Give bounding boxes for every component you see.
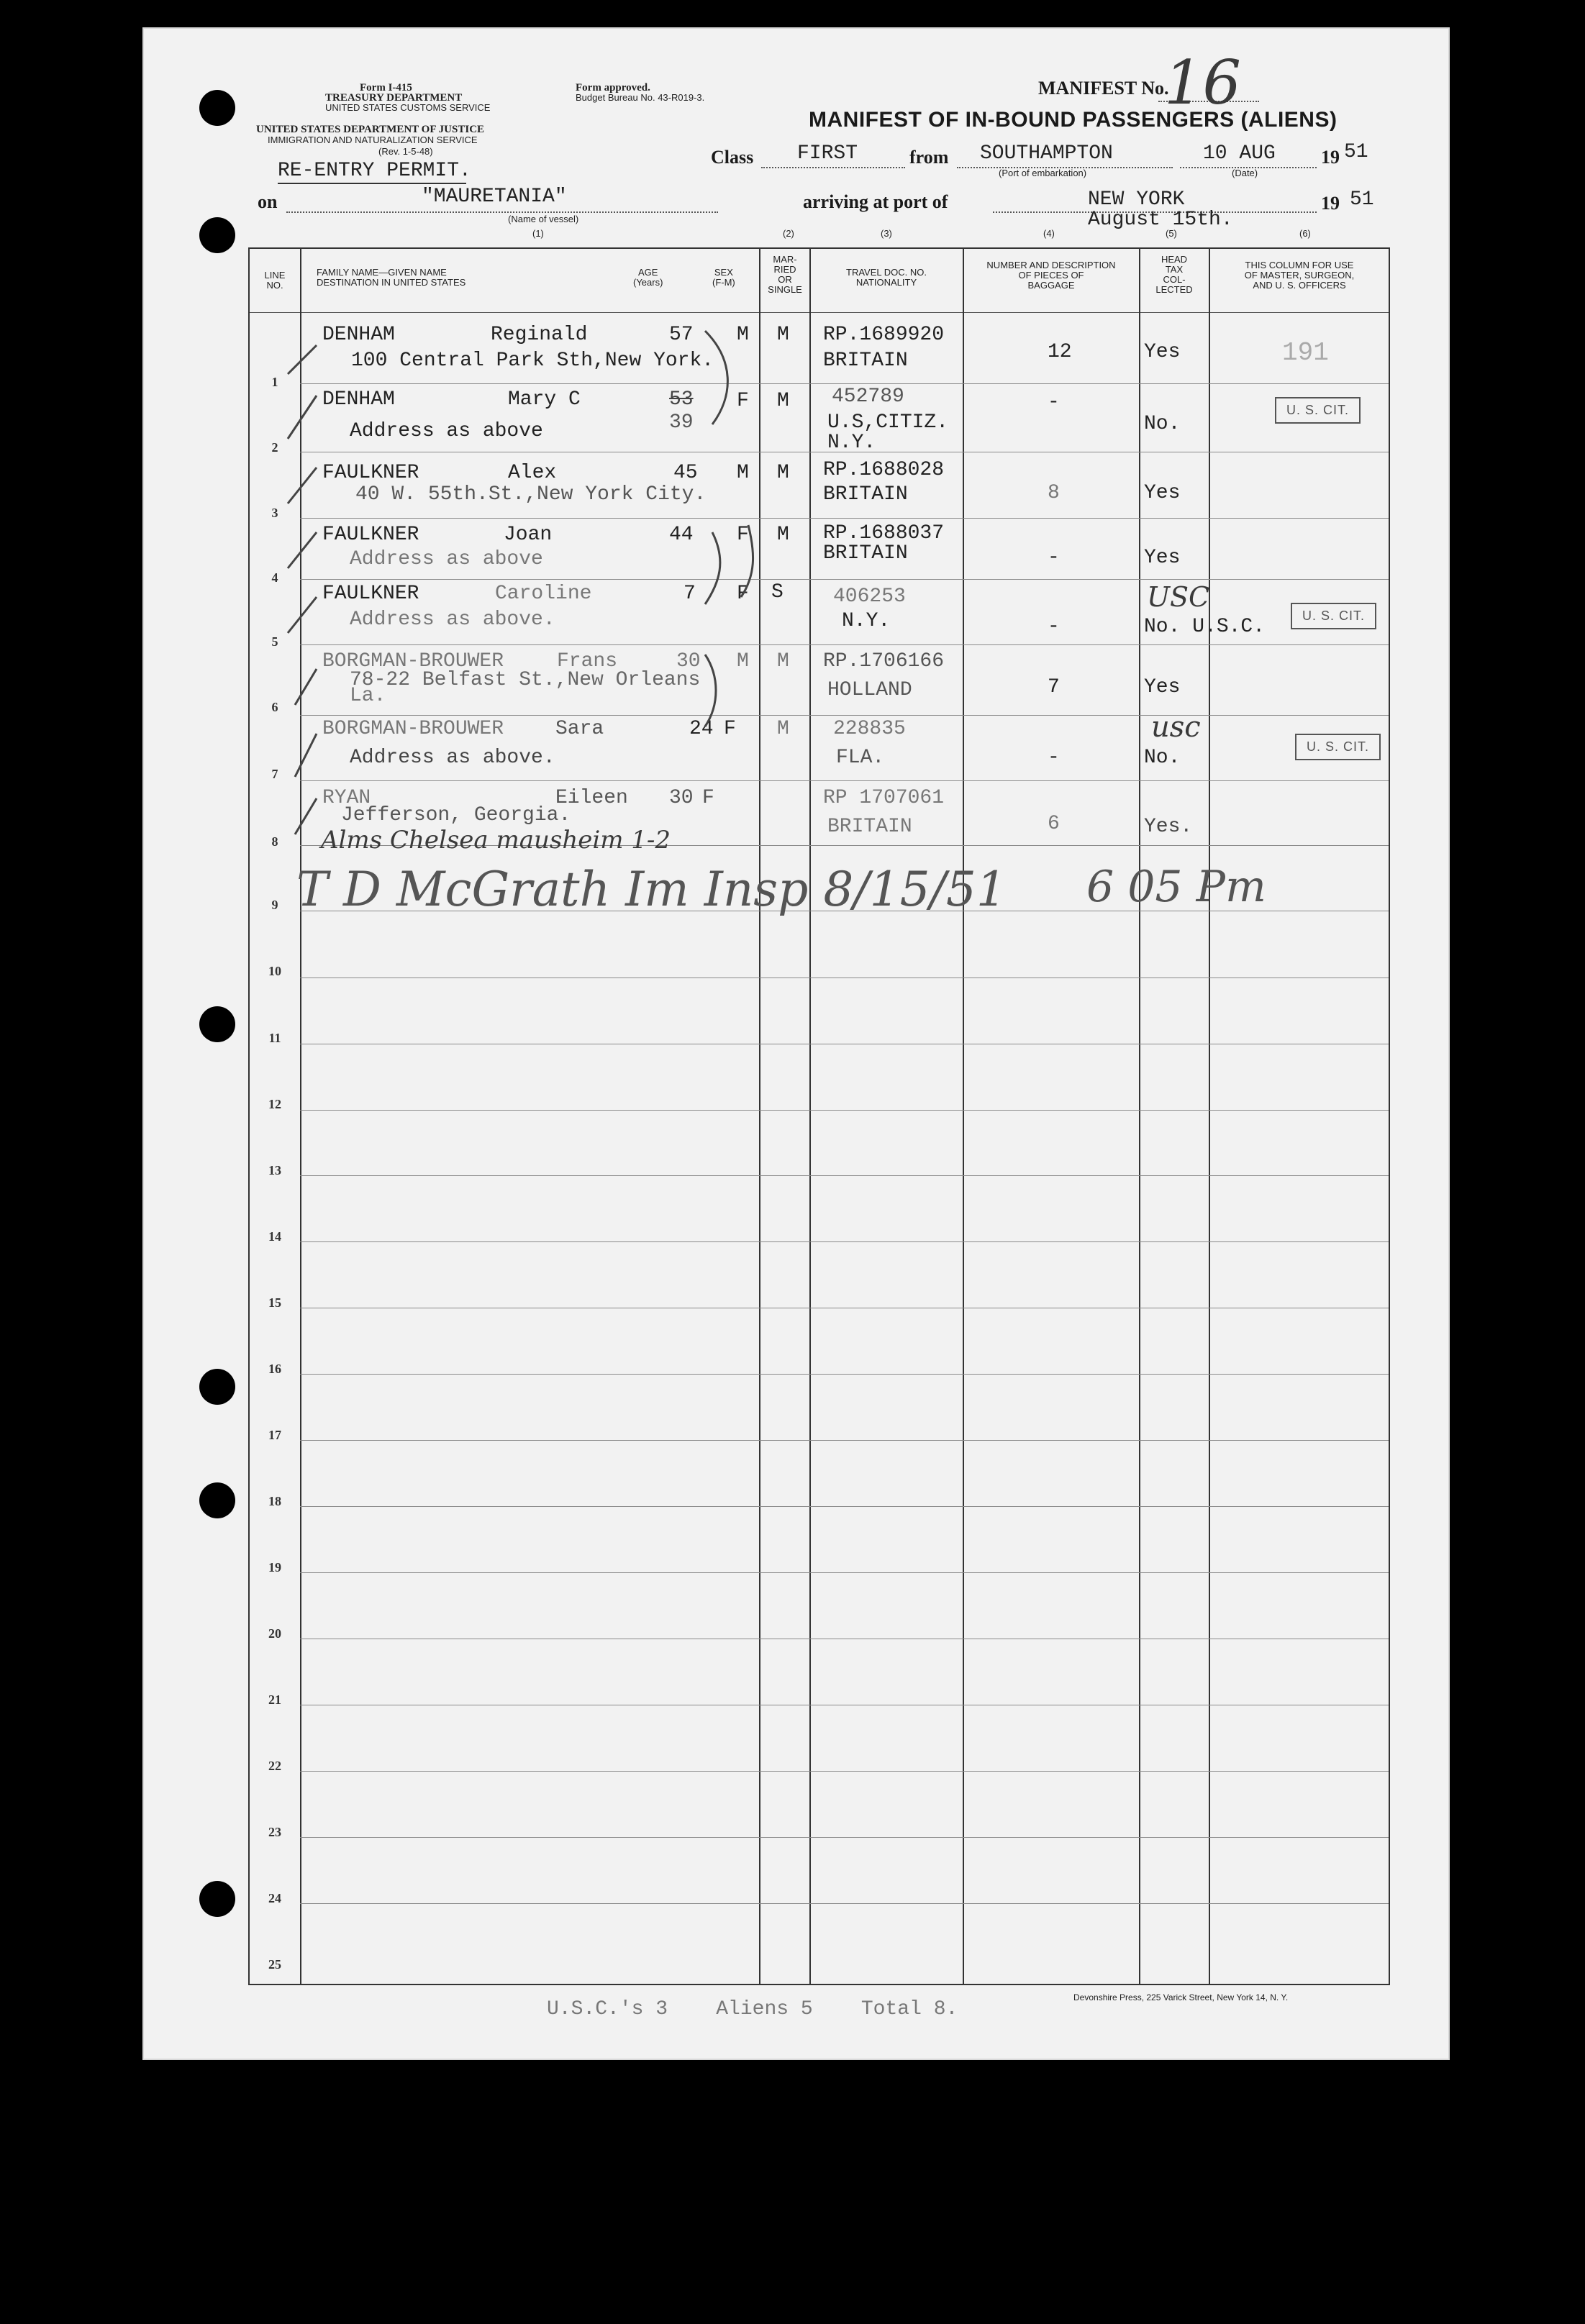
passenger-age: 44 (669, 524, 694, 546)
passenger-given-name: Sara (555, 718, 604, 740)
passenger-baggage: 12 (1048, 341, 1072, 363)
passenger-destination: 100 Central Park Sth,New York. (351, 350, 714, 372)
tax-handwritten-note: USC (1147, 581, 1210, 613)
passenger-sex: F (737, 583, 749, 605)
printer-imprint: Devonshire Press, 225 Varick Street, New York 14, N. Y. (1073, 1992, 1289, 2002)
passenger-age: 30 (669, 787, 694, 809)
passenger-family-name: DENHAM (322, 324, 395, 346)
manifest-no-value: 16 (1164, 47, 1241, 118)
passenger-head-tax: Yes (1144, 341, 1181, 363)
line-number: 12 (268, 1097, 281, 1111)
passenger-married: M (777, 718, 789, 740)
passenger-doc-no: RP.1688028 (823, 459, 945, 481)
line-number: 19 (268, 1560, 281, 1575)
bracket-mark (741, 525, 753, 597)
check-marks (273, 316, 791, 878)
passenger-family-name: BORGMAN-BROUWER (322, 650, 504, 673)
manifest-no-label: MANIFEST No. (1038, 78, 1169, 99)
tax-handwritten-note: usc (1151, 711, 1201, 744)
line-number: 8 (271, 834, 278, 849)
passenger-baggage: - (1048, 616, 1060, 638)
col-divider (1209, 247, 1210, 1985)
col-divider (809, 247, 811, 1985)
manifest-title: MANIFEST OF IN-BOUND PASSENGERS (ALIENS) (809, 108, 1338, 132)
passenger-family-name: BORGMAN-BROUWER (322, 718, 504, 740)
passenger-destination: Address as above (350, 420, 543, 442)
col-header-officers: THIS COLUMN FOR USE OF MASTER, SURGEON, AND U. S. OFFICERS (1244, 260, 1355, 291)
col-header-age: AGE (Years) (633, 267, 663, 288)
class-label: Class (711, 147, 754, 168)
colnum-6: (6) (1299, 228, 1311, 239)
colnum-3: (3) (881, 228, 892, 239)
check-mark (288, 345, 317, 374)
passenger-baggage: 6 (1048, 813, 1060, 835)
arriving-label: arriving at port of (803, 191, 948, 212)
passenger-family-name: DENHAM (322, 388, 395, 411)
table-left-border (248, 247, 250, 1985)
row8-handwritten-note: Alms Chelsea mausheim 1-2 (321, 826, 671, 855)
passenger-destination: Address as above (350, 548, 543, 570)
col-header-baggage: NUMBER AND DESCRIPTION OF PIECES OF BAGGAGE (986, 260, 1116, 291)
passenger-destination: Jefferson, Georgia. (341, 804, 571, 826)
passenger-doc-no: 228835 (833, 718, 906, 740)
passenger-baggage: 7 (1048, 676, 1060, 698)
year1-prefix: 19 (1321, 147, 1340, 168)
budget-bureau: Budget Bureau No. 43-R019-3. (576, 92, 705, 103)
binder-hole (199, 1482, 235, 1518)
row-line (300, 1903, 1389, 1904)
treasury-dept: TREASURY DEPARTMENT (325, 92, 463, 104)
col-header-tax: HEAD TAX COL- LECTED (1155, 254, 1193, 295)
permit-underline (278, 183, 466, 184)
passenger-age: 57 (669, 324, 694, 346)
passenger-given-name: Eileen (555, 787, 628, 809)
passenger-nationality: U.S,CITIZ. (827, 411, 949, 434)
form-number: Form I-415 (360, 82, 412, 94)
col-divider (963, 247, 964, 1985)
passenger-sex: M (737, 462, 749, 484)
binder-hole (199, 217, 235, 253)
passenger-baggage: 8 (1048, 482, 1060, 504)
passenger-married: M (777, 462, 789, 484)
passenger-sex: F (702, 787, 714, 809)
row-line (300, 1572, 1389, 1573)
passenger-doc-no: RP.1689920 (823, 324, 945, 346)
line-number: 1 (271, 375, 278, 389)
passenger-given-name: Joan (504, 524, 553, 546)
col-header-sex: SEX (F-M) (712, 267, 735, 288)
totals-line: U.S.C.'s 3 Aliens 5 Total 8. (547, 1998, 958, 2020)
col-header-line: LINE NO. (264, 270, 286, 291)
line-number: 24 (268, 1891, 281, 1905)
customs-service: UNITED STATES CUSTOMS SERVICE (325, 102, 491, 113)
passenger-nationality: FLA. (836, 747, 885, 769)
check-mark (288, 396, 317, 439)
passenger-age: 39 (669, 411, 694, 434)
passenger-baggage: - (1048, 747, 1060, 769)
year2-prefix: 19 (1321, 193, 1340, 214)
port-caption: (Port of embarkation) (999, 168, 1087, 178)
line-number: 11 (268, 1031, 281, 1045)
header-bottom-border (248, 312, 1390, 313)
passenger-nationality: BRITAIN (823, 542, 908, 565)
arrival-port: NEW YORK (1088, 188, 1185, 211)
passenger-given-name: Caroline (495, 583, 592, 605)
passenger-given-name: Alex (508, 462, 557, 484)
passenger-sex: F (737, 524, 749, 546)
us-citizen-stamp: U. S. CIT. (1291, 603, 1376, 629)
passenger-head-tax: Yes (1144, 547, 1181, 569)
binder-hole (199, 90, 235, 126)
line-number: 21 (268, 1692, 281, 1707)
passenger-nationality: BRITAIN (827, 816, 912, 838)
passenger-baggage: - (1048, 391, 1060, 414)
vessel-caption: (Name of vessel) (508, 214, 579, 224)
passenger-age-struck: 53 (669, 388, 694, 411)
passenger-head-tax: No. (1144, 413, 1181, 435)
col-header-travel: TRAVEL DOC. NO. NATIONALITY (846, 267, 927, 288)
passenger-head-tax: Yes. (1144, 816, 1193, 838)
row-line (300, 1374, 1389, 1375)
passenger-head-tax: No. (1144, 747, 1181, 769)
check-mark (288, 597, 317, 633)
check-mark (295, 734, 317, 777)
passenger-nationality: HOLLAND (827, 679, 912, 701)
passenger-nationality: N.Y. (842, 610, 891, 632)
binder-hole (199, 1369, 235, 1405)
line-number: 3 (271, 506, 278, 520)
from-label: from (909, 147, 949, 168)
passenger-nationality: BRITAIN (823, 483, 908, 506)
officer-note: 191 (1282, 338, 1329, 368)
class-line (761, 167, 905, 168)
bracket-mark (705, 331, 727, 424)
col-header-name: FAMILY NAME—GIVEN NAME DESTINATION IN UNITED STATES (317, 267, 466, 288)
passenger-married: M (777, 650, 789, 673)
line-number: 25 (268, 1957, 281, 1972)
table-bottom-border (248, 1984, 1390, 1985)
form-revision: (Rev. 1-5-48) (378, 146, 433, 157)
table-right-border (1389, 247, 1390, 1985)
passenger-sex: M (737, 324, 749, 346)
passenger-doc-no: 452789 (832, 386, 904, 408)
on-label: on (258, 191, 278, 212)
passenger-married: S (771, 581, 784, 603)
check-mark (288, 532, 317, 568)
passenger-baggage: - (1048, 547, 1060, 569)
check-mark (295, 798, 317, 834)
line-number: 9 (271, 898, 278, 912)
passenger-doc-no: RP.1706166 (823, 650, 945, 673)
inspector-signature: T D McGrath Im Insp 8/15/51 (296, 862, 1007, 917)
colnum-4: (4) (1043, 228, 1055, 239)
line-number: 6 (271, 700, 278, 714)
colnum-1: (1) (532, 228, 544, 239)
col-divider (1139, 247, 1140, 1985)
row-line (300, 1110, 1389, 1111)
passenger-married: M (777, 324, 789, 346)
arrival-date: August 15th. (1088, 209, 1233, 231)
row-line (300, 1175, 1389, 1176)
colnum-2: (2) (783, 228, 794, 239)
line-number: 14 (268, 1229, 281, 1244)
line-number: 22 (268, 1759, 281, 1773)
passenger-family-name: FAULKNER (322, 524, 419, 546)
line-number: 4 (271, 570, 278, 585)
row-line (300, 1241, 1389, 1242)
passenger-doc-no: RP.1688037 (823, 522, 945, 544)
check-mark (288, 468, 317, 503)
colnum-5: (5) (1166, 228, 1177, 239)
year1-suffix: 51 (1344, 141, 1368, 163)
binder-hole (199, 1881, 235, 1917)
passenger-nationality: BRITAIN (823, 350, 908, 372)
passenger-destination: Address as above. (350, 747, 555, 769)
inspector-time: 6 05 Pm (1086, 862, 1266, 912)
line-number: 7 (271, 767, 278, 781)
ins-service: IMMIGRATION AND NATURALIZATION SERVICE (268, 135, 478, 145)
passenger-given-name: Frans (557, 650, 618, 673)
class-value: FIRST (797, 142, 858, 165)
bracket-mark (705, 532, 720, 604)
reentry-permit: RE-ENTRY PERMIT. (278, 160, 471, 182)
us-citizen-stamp: U. S. CIT. (1295, 734, 1381, 760)
line-number: 18 (268, 1494, 281, 1508)
line-number: 16 (268, 1362, 281, 1376)
passenger-age: 24 (689, 718, 714, 740)
form-approved: Form approved. (576, 82, 650, 94)
passenger-age: 45 (673, 462, 698, 484)
line-number: 10 (268, 964, 281, 978)
date-caption: (Date) (1232, 168, 1258, 178)
line-number: 20 (268, 1626, 281, 1641)
passenger-head-tax: Yes (1144, 676, 1181, 698)
table-top-border (248, 247, 1390, 249)
passenger-destination: 40 W. 55th.St.,New York City. (355, 483, 707, 506)
line-number: 15 (268, 1295, 281, 1310)
passenger-sex: F (737, 390, 749, 412)
passenger-destination-2: La. (350, 685, 386, 707)
passenger-married: M (777, 390, 789, 412)
passenger-sex: M (737, 650, 749, 673)
passenger-age: 30 (676, 650, 701, 673)
from-value: SOUTHAMPTON (980, 142, 1113, 165)
line-number: 2 (271, 440, 278, 455)
line-number: 5 (271, 634, 278, 649)
date-value: 10 AUG (1203, 142, 1276, 165)
col-header-married: MAR- RIED OR SINGLE (768, 254, 802, 295)
passenger-sex: F (724, 718, 736, 740)
us-citizen-stamp: U. S. CIT. (1275, 397, 1361, 424)
passenger-nationality-2: N.Y. (827, 432, 876, 454)
passenger-destination: 78-22 Belfast St.,New Orleans (350, 669, 701, 691)
row-line (300, 1440, 1389, 1441)
row-line (300, 1837, 1389, 1838)
row-line (300, 1506, 1389, 1507)
vessel-line (286, 211, 718, 213)
bracket-mark (705, 655, 716, 726)
year2-suffix: 51 (1350, 188, 1374, 211)
vessel-name: "MAURETANIA" (422, 186, 567, 208)
passenger-given-name: Mary C (508, 388, 581, 411)
justice-dept: UNITED STATES DEPARTMENT OF JUSTICE (256, 124, 485, 135)
passenger-head-tax: Yes (1144, 482, 1181, 504)
passenger-age: 7 (683, 583, 696, 605)
passenger-family-name: RYAN (322, 787, 371, 809)
check-mark (295, 669, 317, 705)
passenger-head-tax: No. U.S.C. (1144, 616, 1266, 638)
passenger-doc-no: 406253 (833, 585, 906, 608)
passenger-family-name: FAULKNER (322, 583, 419, 605)
passenger-doc-no: RP 1707061 (823, 787, 945, 809)
binder-hole (199, 1006, 235, 1042)
row-line (300, 1771, 1389, 1772)
line-number: 23 (268, 1825, 281, 1839)
line-number: 17 (268, 1428, 281, 1442)
passenger-family-name: FAULKNER (322, 462, 419, 484)
passenger-destination: Address as above. (350, 609, 555, 631)
line-number: 13 (268, 1163, 281, 1177)
passenger-married: M (777, 524, 789, 546)
passenger-given-name: Reginald (491, 324, 588, 346)
